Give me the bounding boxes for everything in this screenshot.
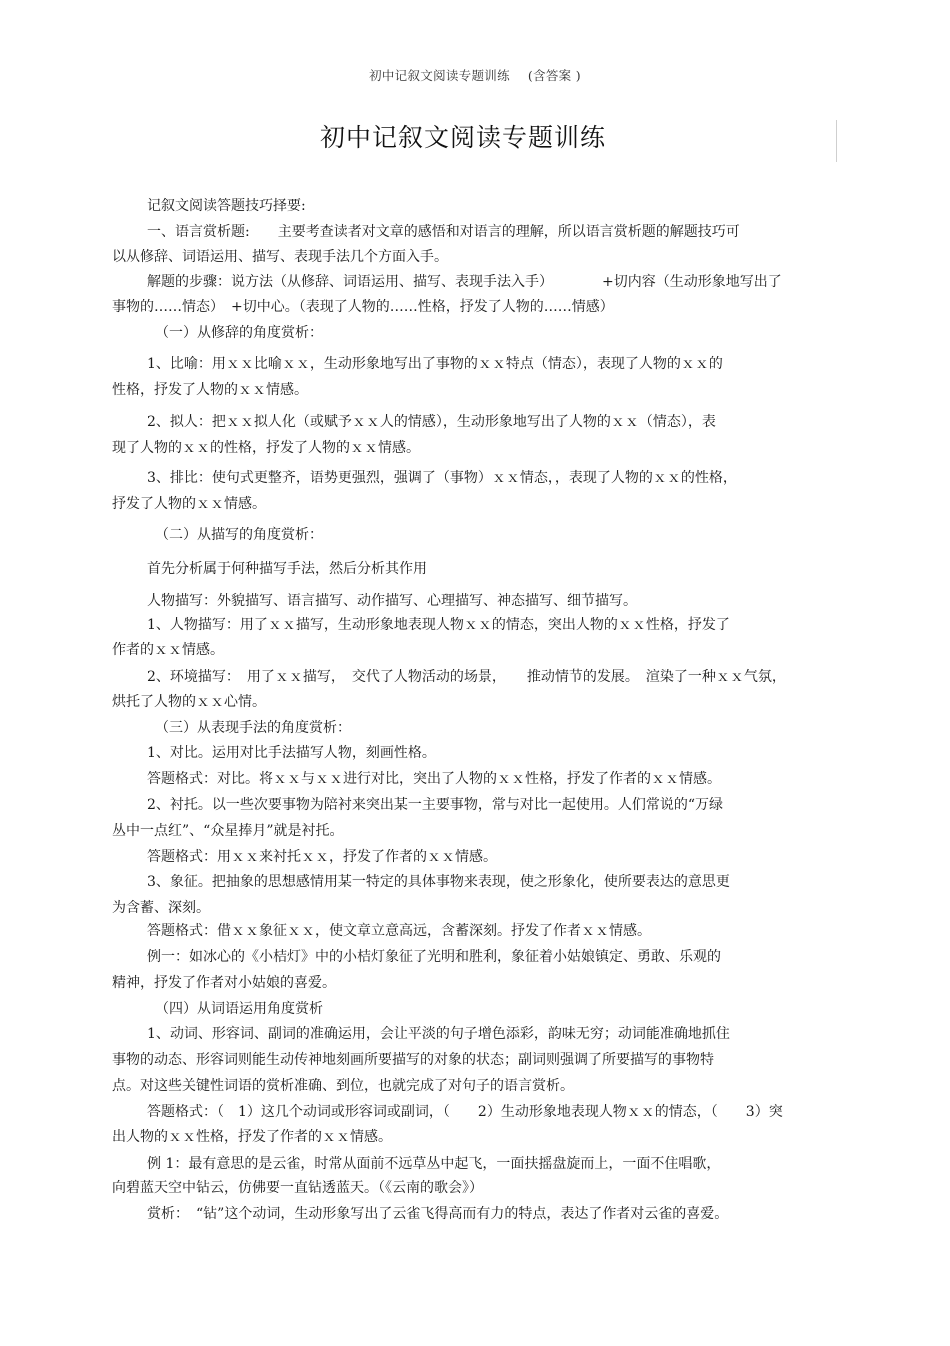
body-line: 事物的……情态） +切中心。（表现了人物的……性格，抒发了人物的……情感） <box>112 299 614 315</box>
body-line: 为含蓄、深刻。 <box>112 900 210 916</box>
body-line: 现了人物的ｘｘ的性格，抒发了人物的ｘｘ情感。 <box>112 440 420 456</box>
body-line: 2、拟人：把ｘｘ拟人化（或赋予ｘｘ人的情感），生动形象地写出了人物的ｘｘ（情态），表 <box>147 414 716 430</box>
body-line: 答题格式：用ｘｘ来衬托ｘｘ，抒发了作者的ｘｘ情感。 <box>147 849 497 865</box>
running-header <box>0 66 950 84</box>
body-line: 抒发了人物的ｘｘ情感。 <box>112 496 266 512</box>
body-line: 一、语言赏析题: 主要考查读者对文章的感悟和对语言的理解，所以语言赏析题的解题技巧可 <box>147 224 740 240</box>
section-heading: （四）从词语运用角度赏析 <box>155 1001 323 1017</box>
body-line: 事物的动态、形容词则能生动传神地刻画所要描写的对象的状态；副词则强调了所要描写的事物特 <box>112 1052 714 1068</box>
body-line: 1、比喻：用ｘｘ比喻ｘｘ，生动形象地写出了事物的ｘｘ特点（情态），表现了人物的ｘｘ的 <box>147 356 723 372</box>
section-heading: （三）从表现手法的角度赏析： <box>155 720 351 736</box>
body-line: 烘托了人物的ｘｘ心情。 <box>112 694 266 710</box>
body-line: 出人物的ｘｘ性格，抒发了作者的ｘｘ情感。 <box>112 1129 392 1145</box>
body-line: 3、排比：使句式更整齐，语势更强烈，强调了（事物）ｘｘ情态，，表现了人物的ｘｘ的性格， <box>147 470 737 486</box>
body-line: 人物描写：外貌描写、语言描写、动作描写、心理描写、神态描写、细节描写。 <box>147 593 637 609</box>
body-line: 3、象征。把抽象的思想感情用某一特定的具体事物来表现，使之形象化，使所要表达的意思更 <box>147 874 730 890</box>
body-line: 丛中一点红”、“众星捧月”就是衬托。 <box>112 823 344 839</box>
header-title: 初中记叙文阅读专题训练 <box>369 68 510 83</box>
body-line: 2、环境描写： 用了ｘｘ描写， 交代了人物活动的场景， 推动情节的发展。 渲染了一种ｘｘ气氛， <box>147 669 786 685</box>
margin-rule <box>836 120 837 162</box>
body-line: 点。对这些关键性词语的赏析准确、到位，也就完成了对句子的语言赏析。 <box>112 1078 574 1094</box>
body-line: 性格，抒发了人物的ｘｘ情感。 <box>112 382 308 398</box>
body-line: 2、衬托。以一些次要事物为陪衬来突出某一主要事物，常与对比一起使用。人们常说的“万绿 <box>147 797 724 813</box>
body-line: 赏析： “钻”这个动词，生动形象写出了云雀飞得高而有力的特点，表达了作者对云雀的喜爱。 <box>147 1206 729 1222</box>
body-line: 解题的步骤：说方法（从修辞、词语运用、描写、表现手法入手） +切内容（生动形象地写出了 <box>147 274 782 290</box>
body-line: 例 1：最有意思的是云雀，时常从面前不远草丛中起飞，一面扶摇盘旋而上，一面不住唱歌， <box>147 1156 721 1172</box>
page-title: 初中记叙文阅读专题训练 <box>319 123 606 152</box>
body-line: 记叙文阅读答题技巧择要: <box>147 198 306 214</box>
body-line: 精神，抒发了作者对小姑娘的喜爱。 <box>112 975 336 991</box>
body-line: 答题格式：借ｘｘ象征ｘｘ，使文章立意高远，含蓄深刻。抒发了作者ｘｘ情感。 <box>147 923 651 939</box>
section-heading: （二）从描写的角度赏析： <box>155 527 323 543</box>
body-line: 首先分析属于何种描写手法，然后分析其作用 <box>147 561 427 577</box>
body-line: 例一：如冰心的《小桔灯》中的小桔灯象征了光明和胜利，象征着小姑娘镇定、勇敢、乐观的 <box>147 949 721 965</box>
body-line: 1、对比。运用对比手法描写人物，刻画性格。 <box>147 745 436 761</box>
body-line: 答题格式：对比。将ｘｘ与ｘｘ进行对比，突出了人物的ｘｘ性格，抒发了作者的ｘｘ情感。 <box>147 771 721 787</box>
body-line: 答题格式：（ 1）这几个动词或形容词或副词，（ 2）生动形象地表现人物ｘｘ的情态，（ 3）突 <box>147 1104 783 1120</box>
header-suffix: (含答案 ) <box>527 68 581 83</box>
body-line: 以从修辞、词语运用、描写、表现手法几个方面入手。 <box>112 249 448 265</box>
body-line: 1、动词、形容词、副词的准确运用，会让平淡的句子增色添彩，韵味无穷；动词能准确地抓住 <box>147 1026 730 1042</box>
body-line: 作者的ｘｘ情感。 <box>112 642 224 658</box>
body-line: 向碧蓝天空中钻云，仿佛要一直钻透蓝天。（《云南的歌会》） <box>112 1180 483 1196</box>
section-heading: （一）从修辞的角度赏析： <box>155 325 323 341</box>
body-line: 1、人物描写：用了ｘｘ描写，生动形象地表现人物ｘｘ的情态，突出人物的ｘｘ性格，抒发了 <box>147 617 730 633</box>
